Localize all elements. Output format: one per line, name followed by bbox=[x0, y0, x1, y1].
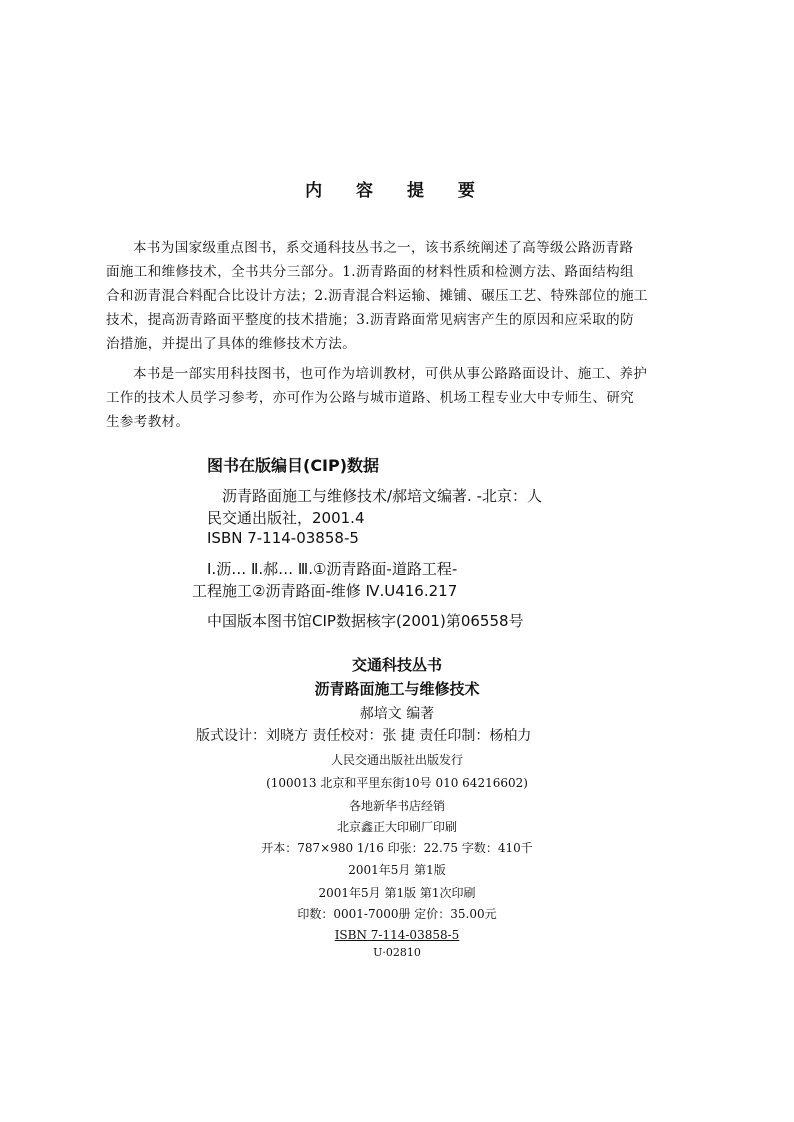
paragraph-line: 本书为国家级重点图书，系交通科技丛书之一，该书系统阐述了高等级公路沥青路 bbox=[133, 240, 634, 256]
edition-line: 2001年5月 第1版 bbox=[348, 863, 446, 877]
summary-paragraph-1 bbox=[106, 236, 654, 356]
summary-title: 内 容 提 要 bbox=[305, 181, 489, 201]
cip-line: 沥青路面施工与维修技术/郝培文编著. -北京：人 bbox=[222, 487, 543, 505]
publisher-line: 人民交通出版社出版发行 bbox=[330, 753, 463, 767]
cip-line: 民交通出版社，2001.4 bbox=[207, 509, 365, 527]
paragraph-line: 面施工和维修技术，全书共分三部分。1.沥青路面的材料性质和检测方法、路面结构组 bbox=[106, 264, 634, 280]
summary-paragraph-2 bbox=[106, 362, 654, 434]
isbn-line: ISBN 7-114-03858-5 bbox=[334, 928, 460, 942]
printing-line: 2001年5月 第1版 第1次印刷 bbox=[318, 886, 476, 900]
distributor-line: 各地新华书店经销 bbox=[348, 799, 445, 813]
paragraph-line: 生参考教材。 bbox=[106, 414, 190, 430]
series-name: 交通科技丛书 bbox=[351, 656, 442, 674]
paragraph-line: 治措施，并提出了具体的维修技术方法。 bbox=[106, 336, 357, 352]
paragraph-line: 技术，提高沥青路面平整度的技术措施；3.沥青路面常见病害产生的原因和应采取的防 bbox=[106, 312, 634, 328]
cip-heading: 图书在版编目(CIP)数据 bbox=[207, 456, 380, 475]
cip-record-number: 中国版本图书馆CIP数据核字(2001)第06558号 bbox=[207, 612, 524, 630]
paragraph-line: 本书是一部实用科技图书，也可作为培训教材，可供从事公路路面设计、施工、养护 bbox=[133, 366, 648, 382]
book-title: 沥青路面施工与维修技术 bbox=[314, 680, 480, 698]
cip-line: Ⅰ.沥… Ⅱ.郝… Ⅲ.①沥青路面-道路工程- bbox=[207, 560, 458, 578]
cip-isbn: ISBN 7-114-03858-5 bbox=[207, 529, 359, 547]
author-line: 郝培文 编著 bbox=[359, 706, 435, 722]
print-run-line: 印数：0001-7000册 定价：35.00元 bbox=[297, 907, 497, 921]
address-line: (100013 北京和平里东街10号 010 64216602) bbox=[266, 776, 528, 790]
printer-line: 北京鑫正大印刷厂印刷 bbox=[336, 820, 457, 834]
paragraph-line: 合和沥青混合料配合比设计方法；2.沥青混合料运输、摊铺、碾压工艺、特殊部位的施工 bbox=[106, 288, 648, 304]
catalog-number: U·02810 bbox=[373, 946, 421, 959]
cip-line: 工程施工②沥青路面-维修 Ⅳ.U416.217 bbox=[192, 582, 458, 600]
staff-line: 版式设计：刘晓方 责任校对：张 捷 责任印制：杨柏力 bbox=[196, 728, 532, 744]
paragraph-line: 工作的技术人员学习参考，亦可作为公路与城市道路、机场工程专业大中专师生、研究 bbox=[106, 390, 635, 406]
format-line: 开本：787×980 1/16 印张：22.75 字数：410千 bbox=[261, 841, 533, 855]
